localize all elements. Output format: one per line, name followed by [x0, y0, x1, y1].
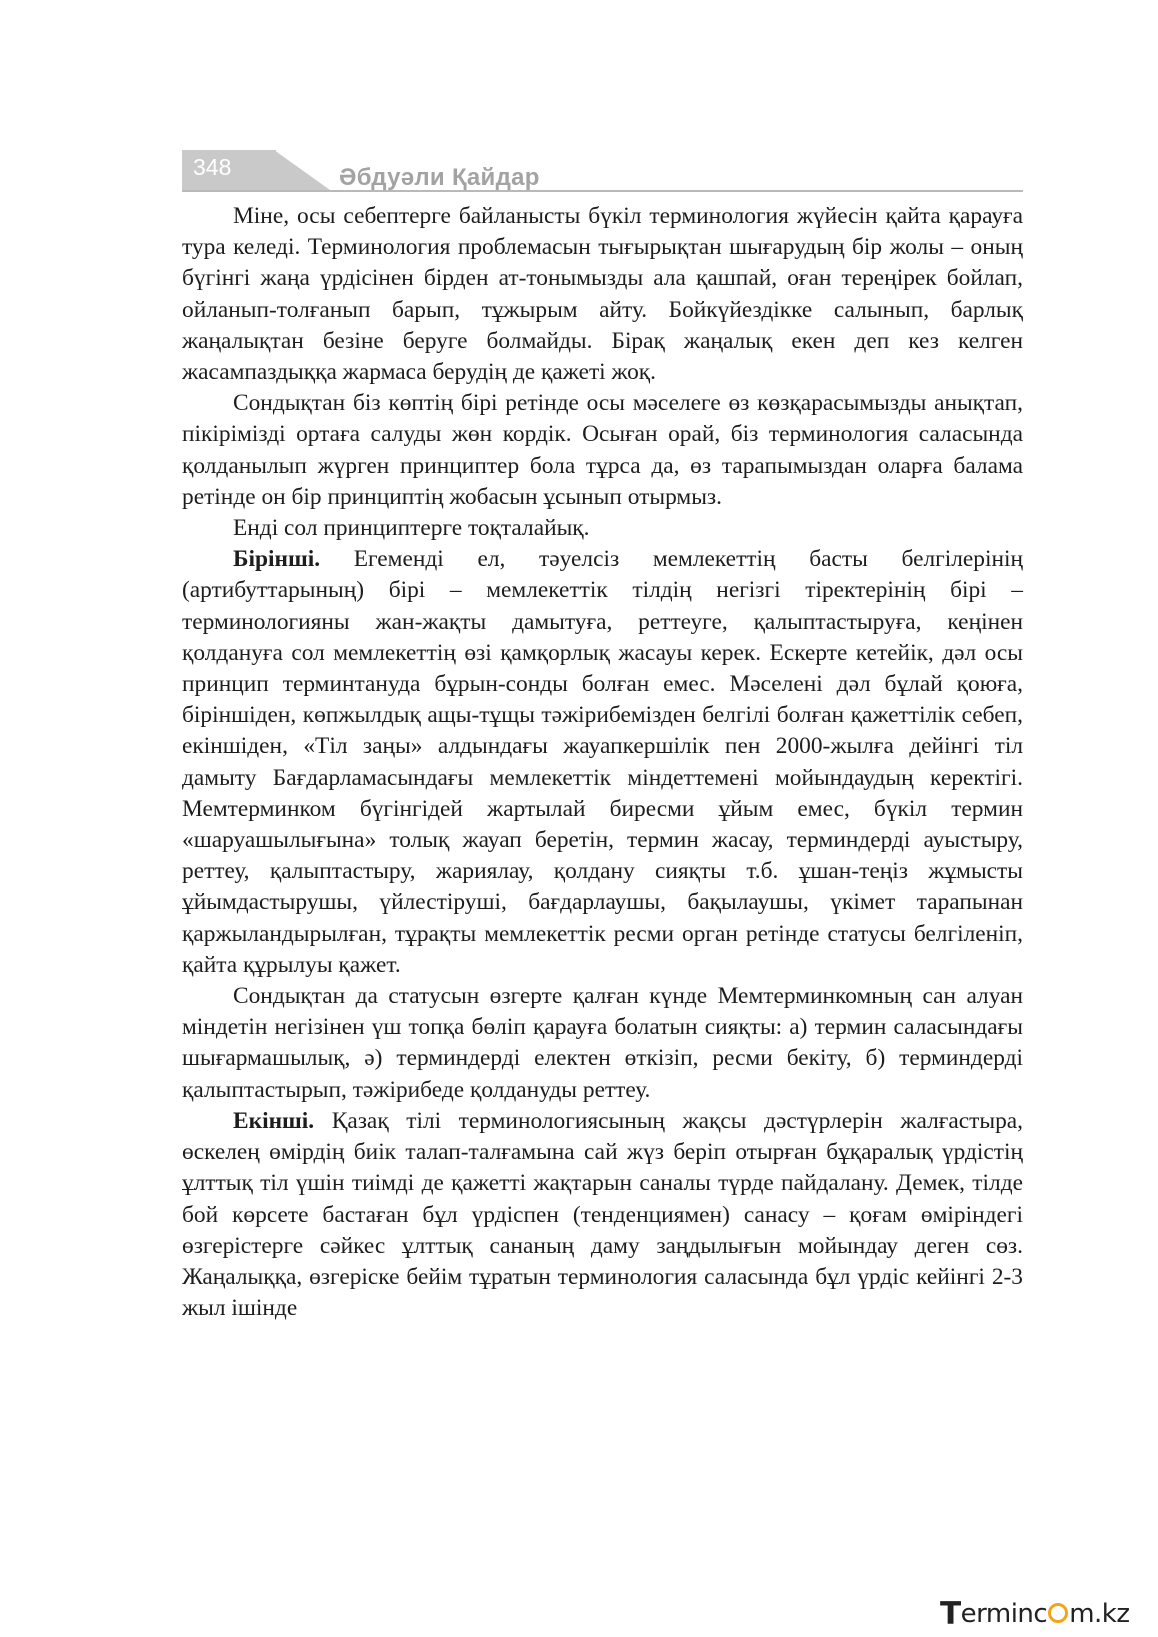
paragraph-lead-bold: Бірінші.	[233, 546, 321, 573]
running-head-author: Әбдуәли Қайдар	[339, 164, 540, 191]
paragraph-text: Егеменді ел, тәуелсіз мемлекеттің басты белгілерінің (артибуттарының) бірі – мемлекеттік тілдің негізгі тіректерінің бірі – терминологияны жан-жақты дамытуға, реттеуге, қалыптастыруға, кеңінен қолдануға сол мемлекеттің өзі қамқорлық жасауы керек. Ескерте кетейік, дәл осы принцип терминтануда бұрын-сонды болған емес. Мәселені дәл бұлай қоюға, біріншіден, көпжылдық ащы-тұщы тәжірибемізден белгілі болған қажеттілік себеп, екіншіден, «Тіл заңы» алдындағы жауапкершілік пен 2000-жылға дейінгі тіл дамыту Бағдарламасындағы мемлекеттік міндеттемені мойындаудың керектігі. Мемтерминком бүгінгідей жартылай биресми ұйым емес, бүкіл термин «шаруашылығына» толық жауап беретін, термин жасау, терминдерді ауыстыру, реттеу, қалыптастыру, жариялау, қолдану сияқты т.б. ұшан-теңіз жұмысты ұйымдастырушы, үйлестіруші, бағдарлаушы, бақылаушы, үкімет тарапынан қаржыландырылған, тұрақты мемлекеттік ресми орган ретінде статусы белгіленіп, қайта құрылуы қажет.	[182, 546, 1023, 978]
termincom-logo	[940, 1594, 1135, 1632]
header-arrow-shape	[274, 150, 330, 190]
paragraph-text: Міне, осы себептерге байланысты бүкіл терминология жүйесін қайта қарауға тура келеді. Терминология проблемасын тығырықтан шығарудың бір жолы – оның бүгінгі жаңа үрдісінен бірден ат-тонымызды ала қашпай, оған тереңірек бойлап, ойланып-толғанып барып, тұжырым айту. Бойкүйездікке салынып, барлық жаңалықтан безіне беруге болмайды. Бірақ жаңалық екен деп кез келген жасампаздыққа жармаса берудің де қажеті жоқ.	[182, 203, 1023, 386]
paragraph-text: Сондықтан да статусын өзгерте қалған күнде Мемтерминкомның сан алуан міндетін негізінен үш топқа бөліп қарауға болатын сияқты: а) термин саласындағы шығармашылық, ә) терминдерді електен өткізіп, ресми бекіту, б) терминдерді қалыптастырып, тәжірибеде қолдануды реттеу.	[182, 983, 1023, 1103]
logo-first-letter: T	[940, 1596, 961, 1632]
paragraph-text: Сондықтан біз көптің бірі ретінде осы мәселеге өз көзқарасымызды анықтап, пікірімізді ортаға салуды жөн кордік. Осыған орай, біз терминология саласында қолданылып жүрген принциптер бола тұрса да, өз тарапымыздан оларға балама ретінде он бір принциптің жобасын ұсынып отырмыз.	[182, 390, 1023, 510]
paragraph-4	[182, 544, 1023, 981]
paragraph-text: Қазақ тілі терминологиясының жақсы дәстүрлерін жалғастыра, өскелең өмірдің биік талап-талғамына сай жүз беріп отырған бұқаралық үрдістің ұлттық тіл үшін тиімді де қажетті жақтарын саналы түрде пайдалану. Демек, тілде бой көрсете бастаған бұл үрдіспен (тенденциямен) санасу – қоғам өміріндегі өзгерістерге сәйкес ұлттық сананың даму заңдылығын мойындау деген сөз. Жаңалыққа, өзгеріске бейім тұратын терминология саласында бұл үрдіс кейінгі 2-3 жыл ішінде	[182, 1107, 1023, 1322]
paragraph-1	[182, 201, 1023, 388]
paragraph-text: Енді сол принциптерге тоқталайық.	[233, 515, 590, 542]
paragraph-5	[182, 981, 1023, 1106]
logo-o-ring-icon	[1048, 1603, 1068, 1623]
page-number: 348	[193, 154, 232, 180]
logo-text-start: erminc	[960, 1599, 1048, 1629]
header-rule	[182, 190, 1023, 192]
paragraph-lead-bold: Екінші.	[233, 1107, 315, 1134]
paragraph-6	[182, 1106, 1023, 1324]
paragraph-2	[182, 388, 1023, 513]
logo-text-end: m.kz	[1069, 1599, 1130, 1629]
paragraph-3	[182, 513, 1023, 544]
body-text	[182, 201, 1023, 1324]
